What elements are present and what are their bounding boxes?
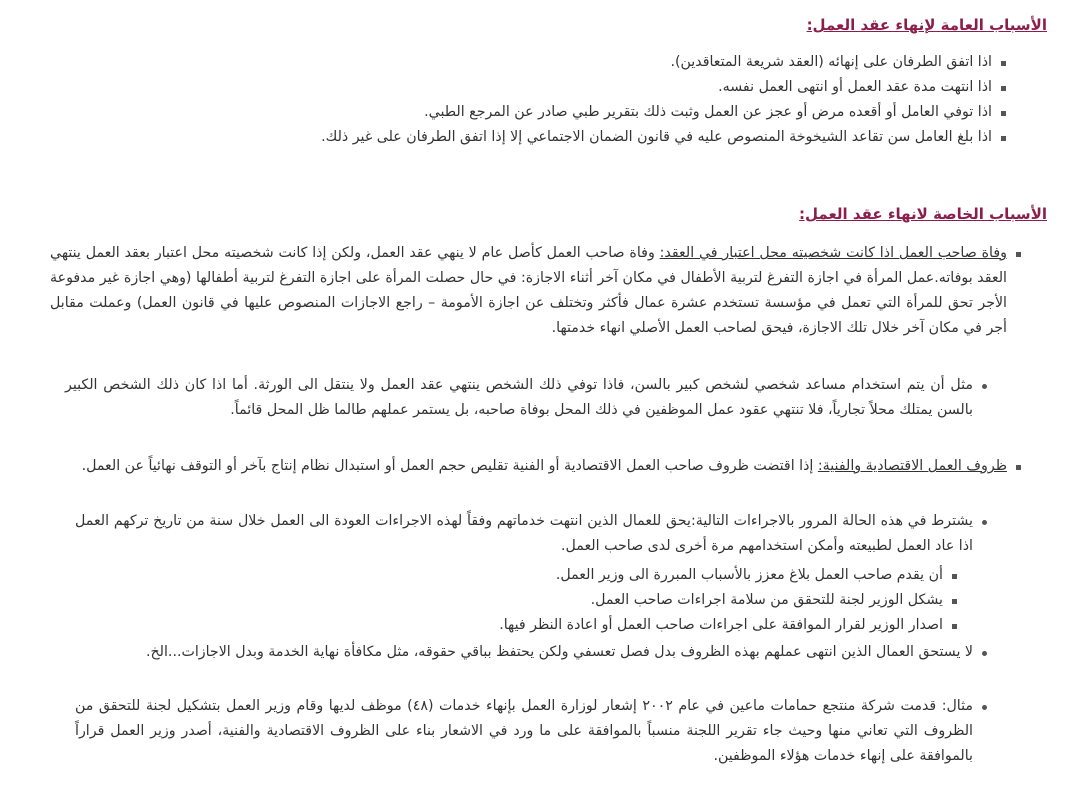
death-example-item: مثل أن يتم استخدام مساعد شخصي لشخص كبير بالسن، فاذا توفي ذلك الشخص ينتهي عقد العمل ولا ينتقل الى الورثة. أما اذا كان ذلك الشخص الكبير بالسن يمتلك محلاً تجارياً، فلا تنتهي عقود عمل الموظفين في ذلك المحل بوفاة صاحبه، بل يستمر عملهم طالما ظل المحل قائماً. — [65, 373, 991, 423]
general-reasons-list — [50, 50, 1010, 150]
economic-reasons-text: إذا اقتضت ظروف صاحب العمل الاقتصادية أو الفنية تقليص حجم العمل أو استبدال نظام إنتاج بآخر أو التوقف نهائياً عن العمل. — [81, 458, 818, 474]
general-reasons-heading: الأسباب العامة لإنهاء عقد العمل: — [806, 16, 1047, 34]
list-item: اذا اتفق الطرفان على إنهائه (العقد شريعة المتعاقدين). — [50, 50, 1010, 75]
rights-item: لا يستحق العمال الذين انتهى عملهم بهذه الظروف بدل فصل تعسفي ولكن يحتفظ بباقي حقوقه، مثل مكافأة نهاية الخدمة وبدل الاجازات...الخ. — [75, 640, 991, 665]
economic-reasons-title: ظروف العمل الاقتصادية والفنية: — [817, 458, 1007, 474]
procedure-step: اصدار الوزير لقرار الموافقة على اجراءات صاحب العمل أو اعادة النظر فيها. — [131, 613, 961, 638]
economic-reasons-item — [50, 454, 1025, 479]
maeen-example-item: مثال: قدمت شركة منتجع حمامات ماعين في عام ٢٠٠٢ إشعار لوزارة العمل بإنهاء خدمات (٤٨) موظف لديها وقام وزير العمل بتشكيل لجنة للتحقق من الظروف التي تعاني منها وحيث جاء تقرير اللجنة منسباً بالموافقة على ما ورد في الاشعار بناء على الظروف الاقتصادية والفنية، أصدر وزير العمل قراراً بالموافقة على إنهاء خدمات هؤلاء الموظفين. — [75, 694, 991, 769]
list-item: اذا توفي العامل أو أقعده مرض أو عجز عن العمل وثبت ذلك بتقرير طبي صادر عن المرجع الطبي. — [50, 100, 1010, 125]
death-of-employer-item — [50, 241, 1025, 341]
procedure-steps-list — [131, 563, 961, 638]
procedure-step: يشكل الوزير لجنة للتحقق من سلامة اجراءات صاحب العمل. — [131, 588, 961, 613]
rights-list — [75, 640, 991, 665]
list-item: اذا انتهت مدة عقد العمل أو انتهى العمل نفسه. — [50, 75, 1010, 100]
death-of-employer-title: وفاة صاحب العمل اذا كانت شخصيته محل اعتبار في العقد: — [659, 245, 1007, 261]
condition-item: يشترط في هذه الحالة المرور بالاجراءات التالية:يحق للعمال الذين انتهت خدماتهم وفقاً لهذه الاجراءات العودة الى العمل خلال سنة من تاريخ تركهم العمل اذا عاد العمل لطبيعته وأمكن استخدامهم مرة أخرى لدى صاحب العمل. — [75, 509, 991, 559]
condition-list — [75, 509, 991, 559]
special-reasons-list — [50, 241, 1025, 341]
procedure-step: أن يقدم صاحب العمل بلاغ معزز بالأسباب المبررة الى وزير العمل. — [131, 563, 961, 588]
death-example-list — [65, 373, 991, 423]
maeen-example-list — [75, 694, 991, 769]
economic-reasons-list — [50, 454, 1025, 479]
special-reasons-heading: الأسباب الخاصة لانهاء عقد العمل: — [799, 205, 1047, 223]
list-item: اذا بلغ العامل سن تقاعد الشيخوخة المنصوص عليه في قانون الضمان الاجتماعي إلا إذا اتفق الطرفان على غير ذلك. — [50, 125, 1010, 150]
death-of-employer-text: وفاة صاحب العمل كأصل عام لا ينهي عقد العمل، ولكن إذا كانت شخصيته محل اعتبار بعقد العمل ينتهي العقد بوفاته.عمل المرأة في اجازة التفرغ لتربية الأطفال في مكان آخر أثناء الاجازة: في حال حصلت المرأة على اجازة التفرغ لتربية أطفالها (وهي اجازة غير مدفوعة الأجر تحق للمرأة التي تعمل في مؤسسة تستخدم عشرة عمال فأكثر وتختلف عن اجازة الأمومة – راجع الاجازات المنصوص عليها في قانون العمل) وعملت مقابل أجر في مكان آخر خلال تلك الاجازة، فيحق لصاحب العمل الأصلي انهاء خدمتها. — [50, 245, 1007, 336]
